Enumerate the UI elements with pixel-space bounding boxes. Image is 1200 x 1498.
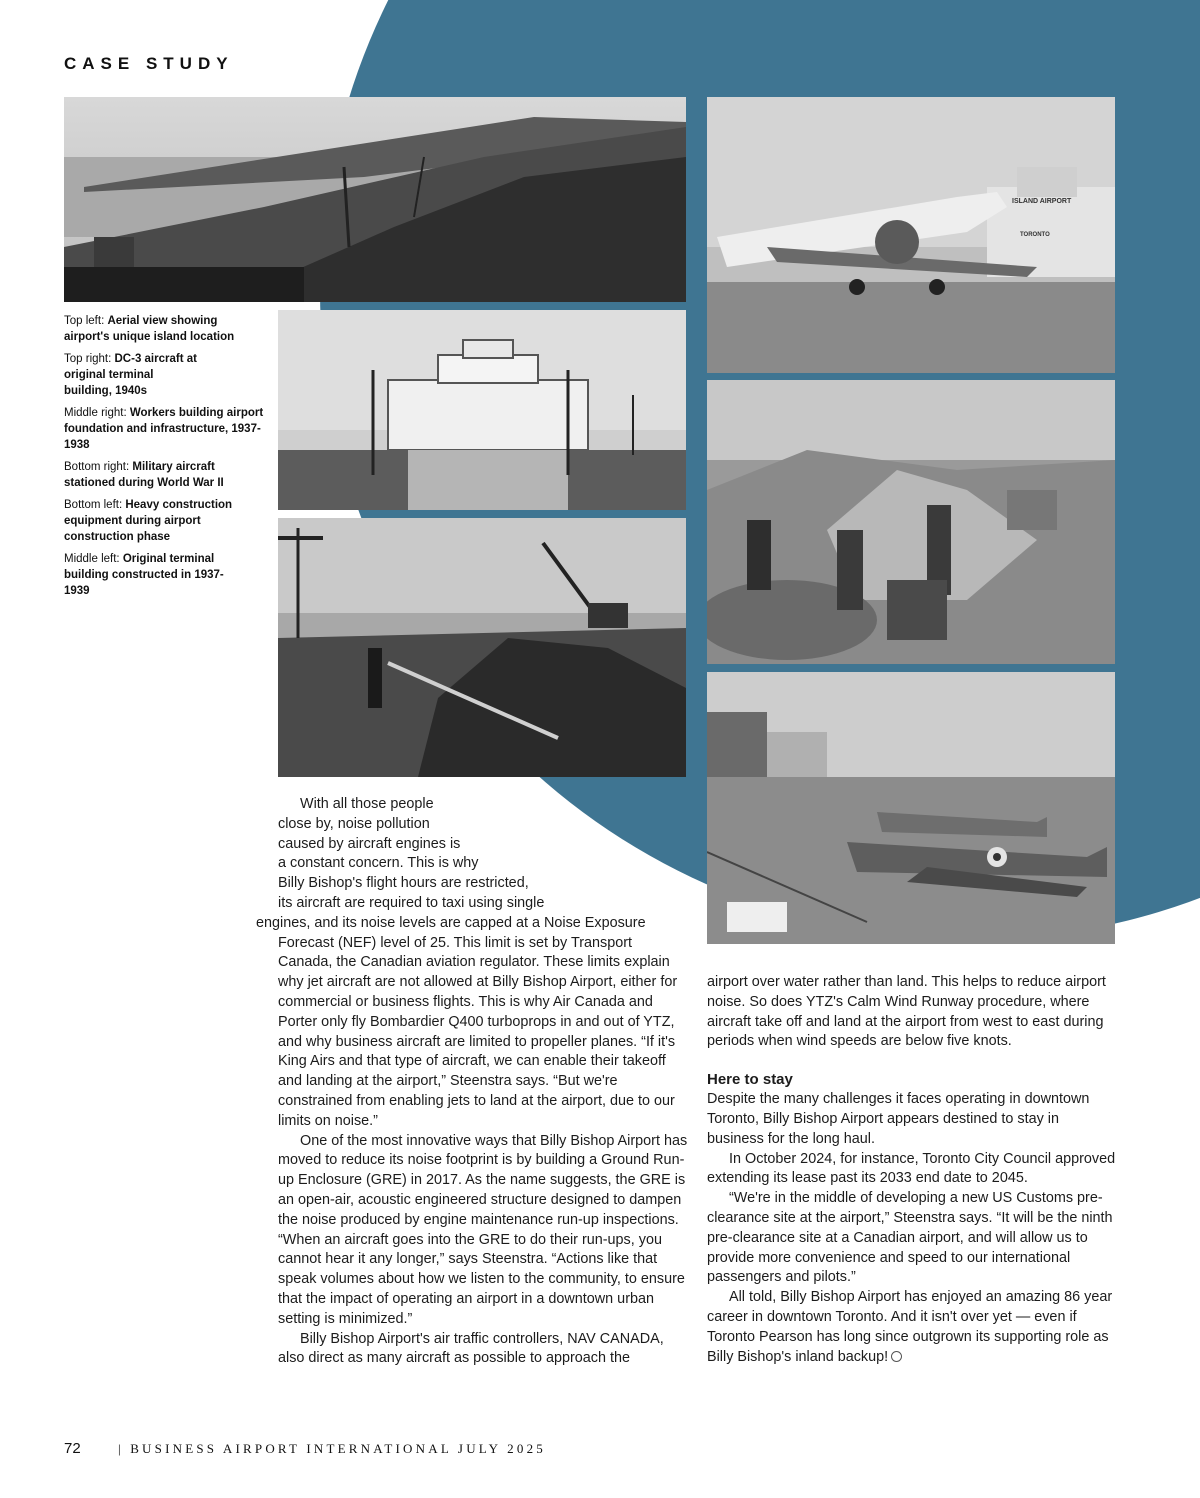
terminal-sign-island-airport: ISLAND AIRPORT bbox=[1012, 198, 1072, 205]
photo-military-aircraft bbox=[707, 672, 1115, 944]
caption-bottom-left: Bottom left: Heavy construction equipment during airport construction phase bbox=[64, 499, 233, 543]
caption-top-left: Top left: Aerial view showing airport's unique island location bbox=[64, 315, 235, 343]
section-label: CASE STUDY bbox=[64, 54, 234, 73]
terminal-sign-toronto: TORONTO bbox=[1020, 232, 1050, 238]
photo-workers-foundation bbox=[707, 380, 1115, 664]
article-column-right bbox=[707, 973, 1117, 1367]
paragraph-calm-wind: airport over water rather than land. This helps to reduce airport noise. So does YTZ's Calm Wind Runway procedure, where aircraft take off and land at the airport from west to east during periods when wind speeds are below five knots. bbox=[707, 974, 1106, 1050]
caption-middle-right: Middle right: Workers building airport foundation and infrastructure, 1937-1938 bbox=[64, 407, 264, 451]
photo-original-terminal bbox=[278, 310, 686, 510]
paragraph-destined-to-stay: Despite the many challenges it faces operating in downtown Toronto, Billy Bishop Airport appears destined to stay in business for the long haul. bbox=[707, 1091, 1090, 1147]
end-mark-icon bbox=[891, 1351, 902, 1362]
caption-top-right: Top right: DC-3 aircraft at original terminal building, 1940s bbox=[64, 353, 197, 397]
paragraph-preclearance: “We're in the middle of developing a new US Customs pre-clearance site at the airport,” Steenstra says. “It will be the ninth pre-clearance site at a Canadian airport, and will allow us to provide more convenience and speed to our international passengers and pilots.” bbox=[707, 1190, 1113, 1286]
paragraph-gre: One of the most innovative ways that Billy Bishop Airport has moved to reduce its noise footprint is by building a Ground Run-up Enclosure (GRE) in 2017. As the name suggests, the GRE is an open-air, acoustic engineered structure designed to dampen the noise produced by engine maintenance run-up inspections. “When an aircraft goes into the GRE to do their run-ups, you cannot hear it any longer,” says Steenstra. “Actions like that speak volumes about how we listen to the community, to ensure that the impact of operating an airport in a downtown urban setting is minimized.” bbox=[278, 1132, 688, 1327]
caption-middle-left: Middle left: Original terminal building constructed in 1937-1939 bbox=[64, 553, 224, 597]
photo-aerial-island bbox=[64, 97, 686, 302]
publication-name: | BUSINESS AIRPORT INTERNATIONAL JULY 2025 bbox=[117, 1441, 546, 1456]
caption-bottom-right: Bottom right: Military aircraft stationed during World War II bbox=[64, 461, 224, 489]
article-column-left bbox=[256, 795, 688, 1369]
paragraph-conclusion: All told, Billy Bishop Airport has enjoyed an amazing 86 year career in downtown Toronto. And it isn't over yet — even if Toronto Pearson has long since outgrown its supporting role as Billy Bishop's inland backup! bbox=[707, 1289, 1113, 1365]
paragraph-noise-intro: With all those people close by, noise pollution caused by aircraft engines is a constant concern. This is why Billy Bishop's flight hours are restricted, its aircraft are required to taxi using single engines, and its noise levels are capped at a Noise Exposure Forecast (NEF) level of 25. This limit is set by Transport Canada, the Canadian aviation regulator. These limits explain why jet aircraft are not allowed at Billy Bishop Airport, either for commercial or business flights. This is why Air Canada and Porter only fly Bombardier Q400 turboprops in and out of YTZ, and why business aircraft are limited to propeller planes. “If it's King Airs and that type of aircraft, we can enable their takeoff and landing at the airport,” Steenstra says. “But we're constrained from enabling jets to land at the airport, due to our limits on noise.” bbox=[256, 796, 678, 1129]
photo-construction-equipment bbox=[278, 518, 686, 777]
paragraph-nav-canada: Billy Bishop Airport's air traffic controllers, NAV CANADA, also direct as many aircraft as possible to approach the bbox=[278, 1330, 664, 1367]
page-number: 72 bbox=[64, 1440, 81, 1457]
photo-captions bbox=[64, 313, 264, 605]
paragraph-lease: In October 2024, for instance, Toronto City Council approved extending its lease past its 2033 end date to 2045. bbox=[707, 1150, 1116, 1187]
subheading-here-to-stay: Here to stay bbox=[707, 1071, 793, 1089]
photo-dc3-terminal bbox=[707, 97, 1115, 373]
page-footer bbox=[64, 1440, 546, 1457]
